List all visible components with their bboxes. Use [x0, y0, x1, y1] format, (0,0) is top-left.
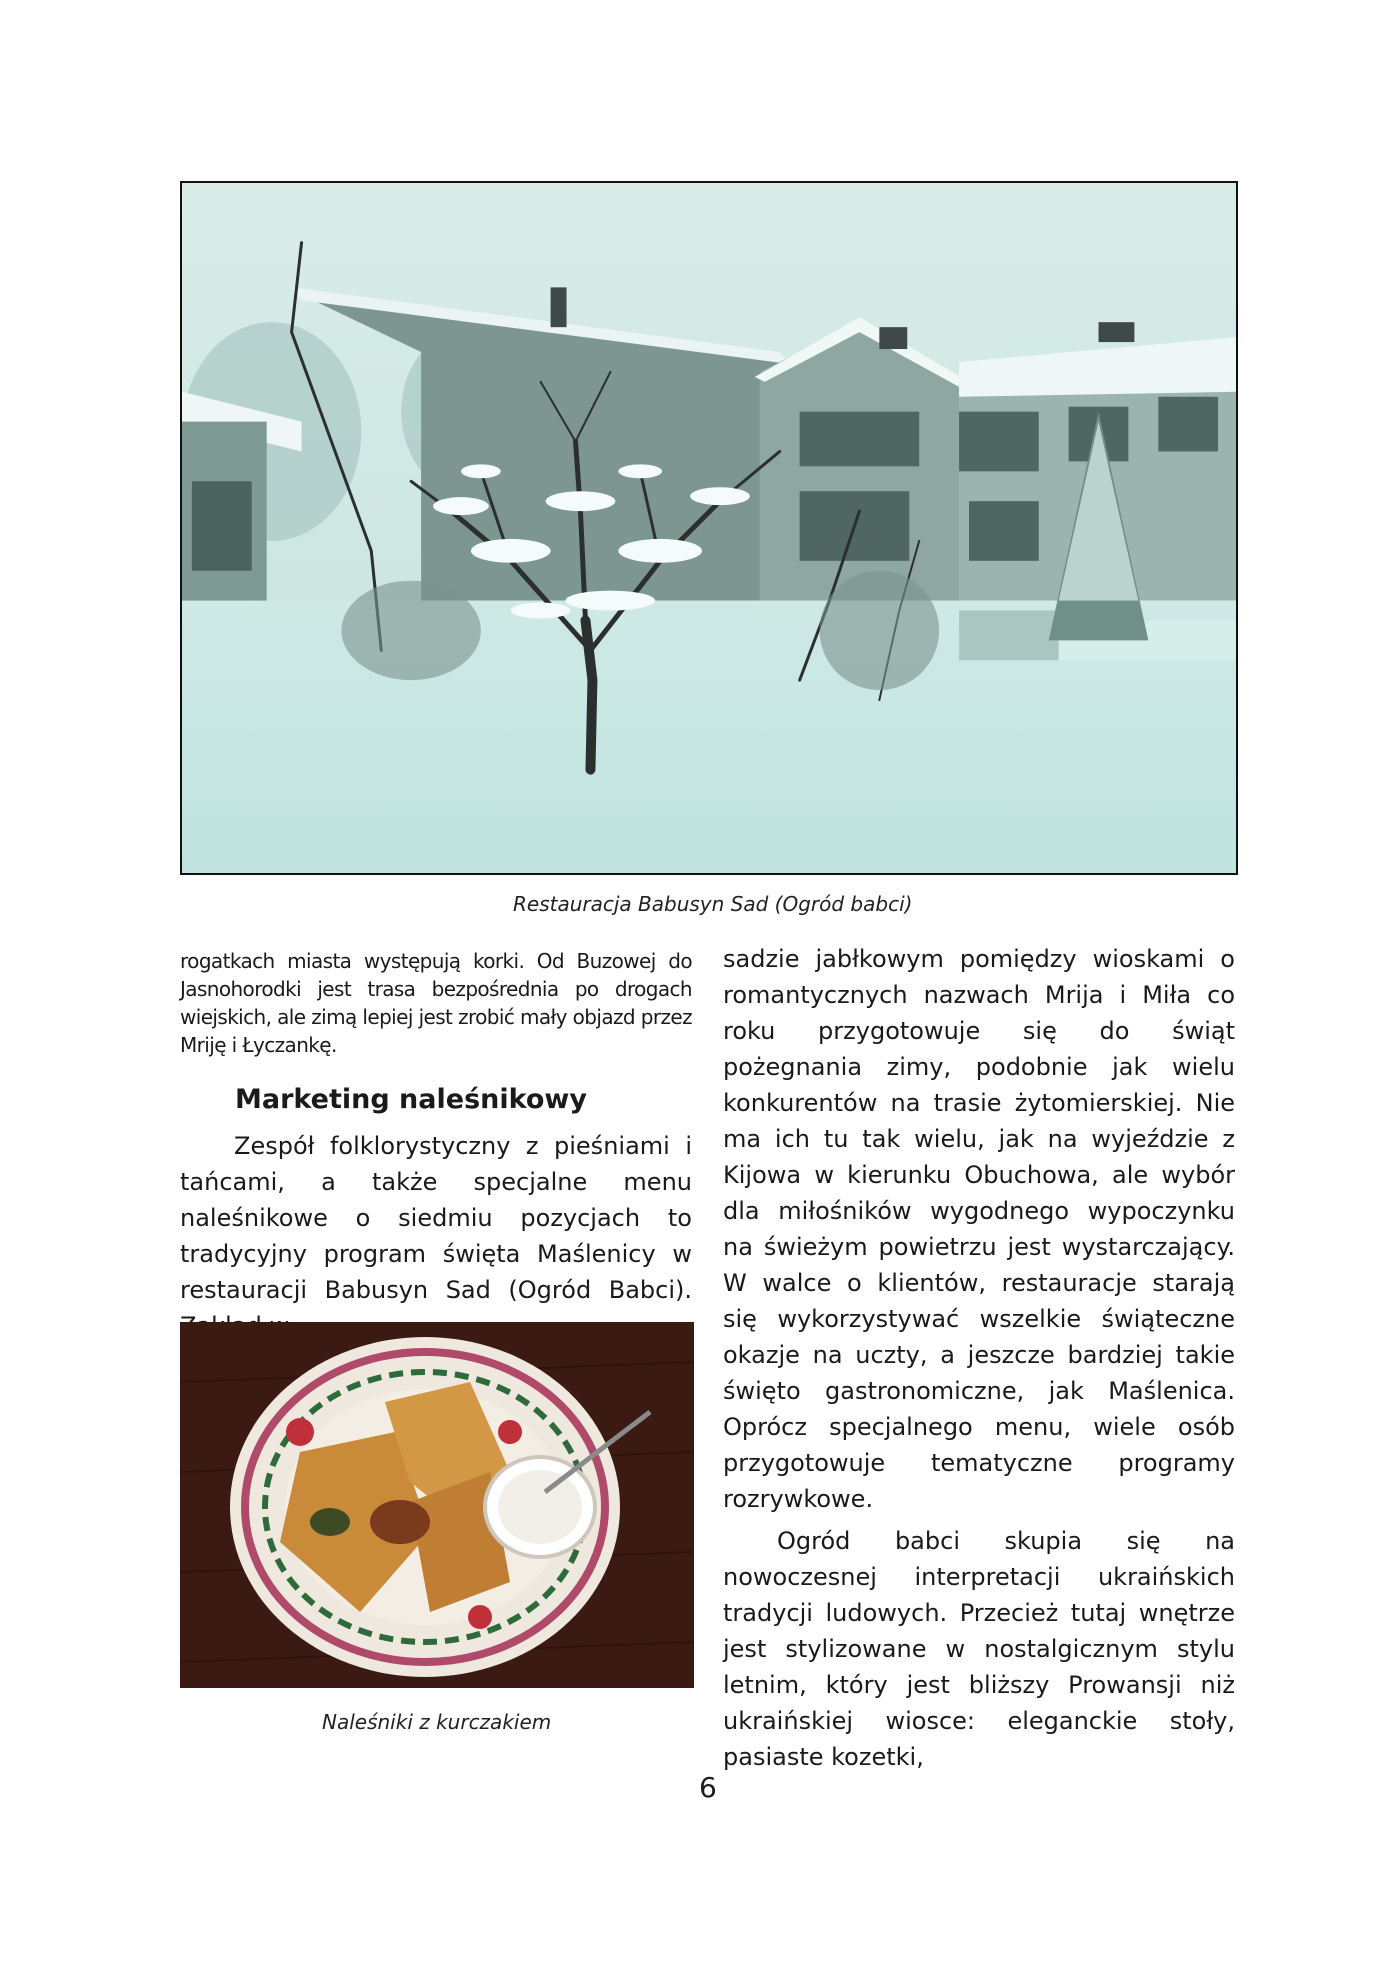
- pancakes-photo: [180, 1322, 694, 1688]
- right-paragraph-1: sadzie jabłkowym pomiędzy wioskami o romantycznych nazwach Mrija i Miła co roku przygotowuje się do świąt pożegnania zimy, podobnie jak wielu konkurentów na trasie żytomierskiej. Nie ma ich tu tak wielu, jak na wyjeździe z Kijowa w kierunku Obuchowa, ale wybór dla miłośników wygodnego wypoczynku na świeżym powietrzu jest wystarczający. W walce o klientów, restauracje starają się wykorzystywać wszelkie świąteczne okazje na uczty, a jeszcze bardziej takie święto gastronomiczne, jak Maślenica. Oprócz specjalnego menu, wiele osób przygotowuje tematyczne programy rozrywkowe.: [723, 945, 1235, 1513]
- intro-paragraph: rogatkach miasta występują korki. Od Buzowej do Jasnohorodki jest trasa bezpośrednia po drogach wiejskich, ale zimą lepiej jest zrobić mały objazd przez Mriję i Łyczankę.: [180, 949, 692, 1057]
- page-number: 6: [699, 1771, 717, 1804]
- winter-garden-photo: [180, 181, 1238, 875]
- right-column: [723, 941, 1235, 1775]
- top-photo-caption: Restauracja Babusyn Sad (Ogród babci): [513, 892, 913, 916]
- right-paragraph-2: Ogród babci skupia się na nowoczesnej interpretacji ukraińskich tradycji ludowych. Przecież tutaj wnętrze jest stylizowane w nostalgicznym stylu letnim, który jest bliższy Prowansji niż ukraińskiej wiosce: eleganckie stoły, pasiaste kozetki,: [723, 1527, 1235, 1771]
- bottom-photo-caption: Naleśniki z kurczakiem: [322, 1710, 552, 1734]
- section-heading: Marketing naleśnikowy: [235, 1084, 587, 1115]
- left-column-paragraph: Zespół folklorystyczny z pieśniami i tańcami, a także specjalne menu naleśnikowe o siedmiu pozycjach to tradycyjny program święta Maślenicy w restauracji Babusyn Sad (Ogród Babci).: [180, 1132, 692, 1304]
